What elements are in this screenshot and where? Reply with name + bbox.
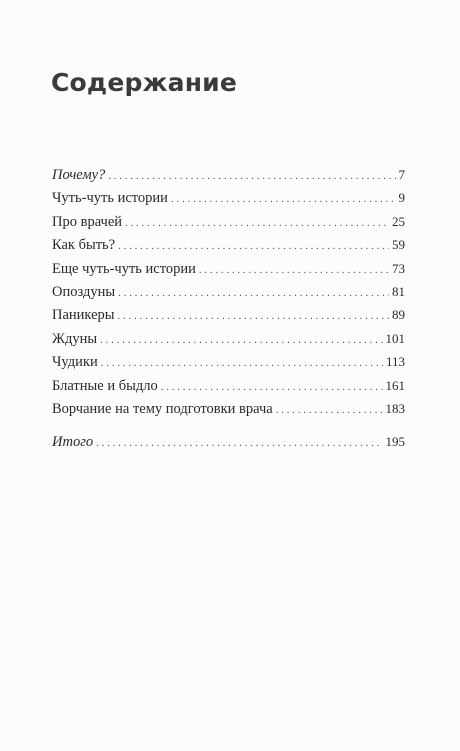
toc-entry (52, 280, 405, 303)
toc-entry (52, 374, 405, 397)
toc-entry (52, 233, 405, 256)
dot-leader (171, 188, 396, 211)
toc-entry-page: 161 (385, 377, 405, 393)
table-of-contents (52, 163, 405, 454)
dot-leader (118, 282, 389, 305)
toc-entry (52, 327, 405, 350)
dot-leader (118, 305, 389, 328)
toc-entry (52, 430, 405, 453)
toc-entry-page: 195 (385, 434, 405, 450)
dot-leader (96, 432, 382, 455)
toc-entry-title: Почему? (52, 167, 106, 183)
toc-entry-page: 81 (392, 283, 405, 299)
toc-entry (52, 210, 405, 233)
toc-entry-page: 9 (398, 190, 405, 206)
page-title: Содержание (51, 68, 238, 97)
toc-entry-page: 113 (385, 354, 405, 370)
toc-entry-page: 183 (385, 400, 405, 416)
toc-entry (52, 303, 405, 326)
toc-entry-title: Ждуны (52, 330, 98, 347)
toc-entry-page: 101 (385, 330, 405, 346)
dot-leader (125, 212, 389, 235)
toc-entry-title: Еще чуть-чуть истории (52, 260, 196, 277)
toc-entry-title: Про врачей (52, 213, 123, 230)
dot-leader (100, 329, 382, 352)
toc-entry (52, 257, 405, 280)
dot-leader (118, 235, 389, 258)
toc-entry (52, 397, 405, 420)
toc-entry-title: Чуть-чуть истории (52, 190, 168, 207)
toc-entry-page: 25 (392, 213, 405, 229)
toc-entry-page: 89 (392, 307, 405, 323)
toc-entry-title: Ворчание на тему подготовки врача (52, 400, 273, 417)
toc-entry-page: 73 (392, 260, 405, 276)
toc-entry-title: Блатные и быдло (52, 377, 158, 394)
toc-entry (52, 163, 405, 186)
toc-entry (52, 350, 405, 373)
toc-entry-page: 7 (398, 167, 405, 182)
toc-entry-page: 59 (392, 237, 405, 253)
dot-leader (108, 165, 395, 188)
toc-entry-title: Опоздуны (52, 283, 116, 300)
toc-entry-title: Как быть? (52, 237, 116, 254)
toc-entry (52, 186, 405, 209)
dot-leader (199, 259, 389, 282)
toc-entry-title: Итого (52, 434, 94, 451)
toc-entry-title: Чудики (52, 354, 98, 371)
dot-leader (161, 376, 383, 399)
dot-leader (101, 352, 383, 375)
toc-entry-title: Паникеры (52, 307, 115, 324)
dot-leader (276, 399, 383, 422)
